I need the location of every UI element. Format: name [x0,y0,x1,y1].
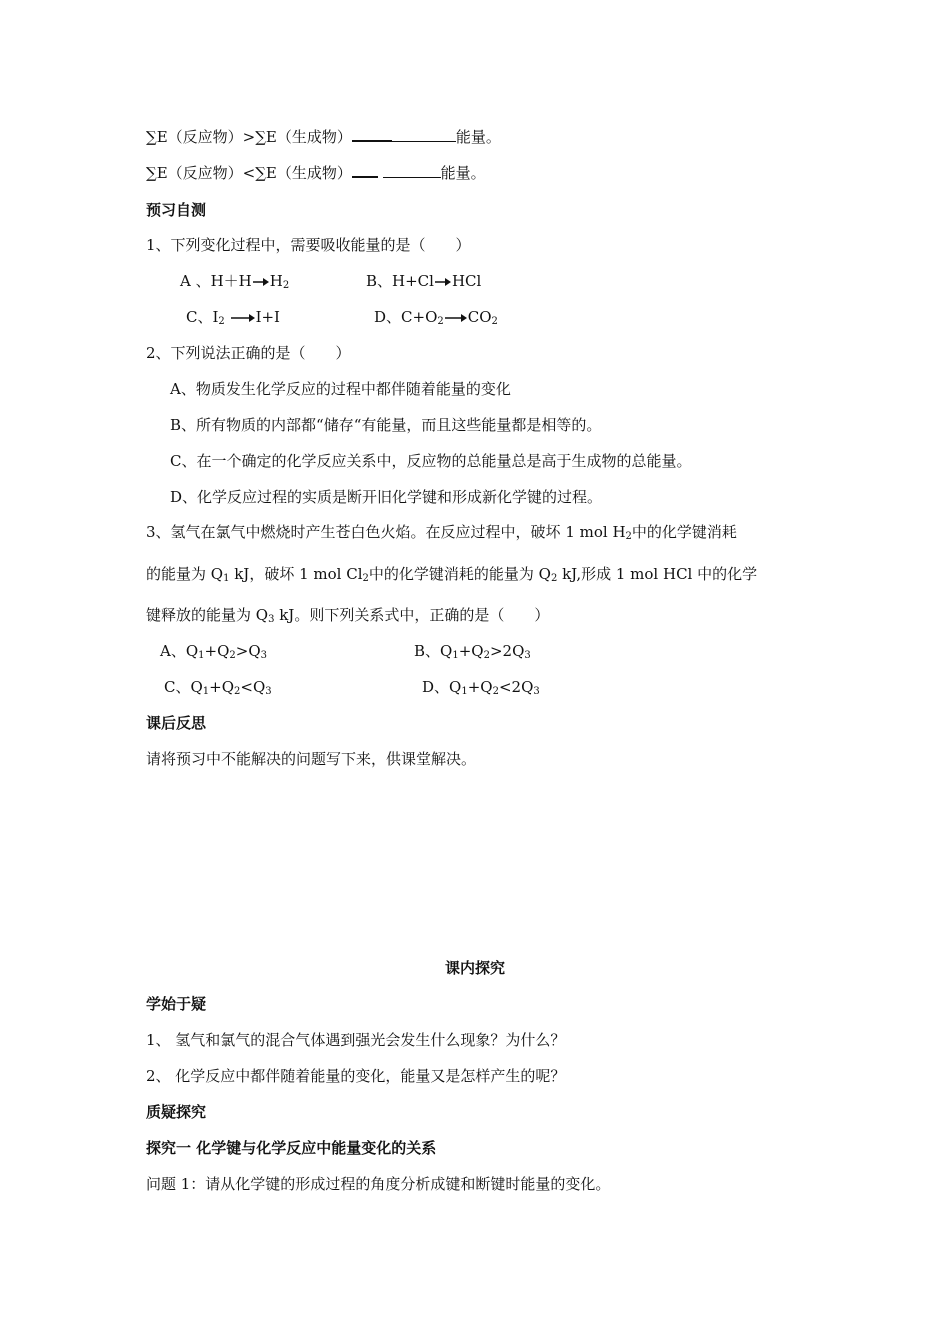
option-label: A、Q [160,642,199,660]
energy-line-2 [146,163,486,183]
q2-option-b[interactable]: B、所有物质的内部都“储存“有能量，而且这些能量都是相等的。 [170,416,602,434]
q1-option-d[interactable] [374,307,498,327]
q2-option-a[interactable]: A、物质发生化学反应的过程中都伴随着能量的变化 [170,380,511,398]
q1-option-a[interactable] [180,271,289,291]
reaction-arrow-icon [253,277,269,287]
inclass-item-2: 2、 化学反应中都伴随着能量的变化，能量又是怎样产生的呢？ [146,1067,566,1085]
q3-text: 中的化学键消耗的能量为 Q [368,565,551,583]
heading-preview-test: 预习自测 [146,201,207,219]
energy-line-1 [146,127,501,147]
subscript: 1 [223,573,230,584]
q3-text: 的能量为 Q [146,565,224,583]
option-plus: +Q [458,642,484,660]
fill-blank-2[interactable] [383,163,441,178]
q1-option-a-product: H [269,272,283,290]
fill-blank-1[interactable] [392,127,456,142]
inclass-item-1: 1、 氢气和氯气的混合气体遇到强光会发生什么现象？为什么？ [146,1031,566,1049]
subscript: 2 [234,686,241,697]
heading-reflection: 课后反思 [146,714,207,732]
subscript: 2 [483,650,490,661]
subscript: 2 [437,316,444,327]
heading-doubt: 学始于疑 [146,995,207,1013]
q1-option-b[interactable] [366,271,481,291]
question-3-line-2 [146,564,757,584]
subscript: 2 [229,650,236,661]
q3-option-c[interactable] [164,677,272,697]
subscript: 2 [492,686,499,697]
q3-text: 3、氢气在氯气中燃烧时产生苍白色火焰。在反应过程中，破坏 1 mol H [146,523,626,541]
question-1-stem: 1、下列变化过程中，需要吸收能量的是（ ） [146,236,471,254]
q1-option-c[interactable] [186,307,280,327]
subscript: 3 [265,686,272,697]
subscript: 1 [198,650,205,661]
option-relation: <2Q [498,678,534,696]
heading-inquiry: 质疑探究 [146,1103,207,1121]
reaction-arrow-icon [231,313,255,323]
q1-option-d-text: D、C+O [374,308,438,326]
q3-text: kJ,形成 1 mol HCl 中的化学 [557,565,758,583]
subscript: 1 [461,686,468,697]
dash-mark [352,167,378,178]
option-label: C、Q [164,678,203,696]
energy-line-1-tail: 能量。 [455,128,501,146]
q1-option-a-text: A 、H＋H [180,272,252,290]
energy-line-2-lhs: ∑E（反应物）<∑E（生成物） [146,164,352,182]
q3-option-b[interactable] [414,641,531,661]
option-plus: +Q [467,678,493,696]
q1-option-c-text: C、I [186,308,219,326]
option-plus: +Q [209,678,235,696]
reaction-arrow-icon [445,313,467,323]
q3-option-a[interactable] [160,641,267,661]
subscript: 2 [625,531,632,542]
q3-option-d[interactable] [422,677,540,697]
q1-option-d-product: CO [467,308,492,326]
q1-option-b-text: B、H+Cl [366,272,434,290]
subscript: 3 [268,614,275,625]
q2-option-c[interactable]: C、在一个确定的化学反应关系中，反应物的总能量总是高于生成物的总能量。 [170,452,692,470]
option-relation: <Q [240,678,266,696]
section-title-inclass: 课内探究 [444,959,505,977]
energy-line-1-lhs: ∑E（反应物）>∑E（生成物） [146,128,352,146]
q3-text: 中的化学键消耗 [631,523,737,541]
option-relation: >2Q [489,642,525,660]
subscript: 2 [362,573,369,584]
q1-option-c-product: I+I [255,308,280,326]
subscript: 2 [218,316,225,327]
reaction-arrow-icon [435,277,451,287]
option-relation: >Q [235,642,261,660]
subscript: 3 [533,686,540,697]
subscript: 3 [260,650,268,661]
energy-line-2-tail: 能量。 [440,164,486,182]
question-3-line-1 [146,522,737,542]
subscript: 2 [550,573,558,584]
heading-exploration-1: 探究一 化学键与化学反应中能量变化的关系 [146,1139,437,1157]
subscript: 1 [452,650,459,661]
subscript: 2 [282,280,290,291]
option-label: B、Q [414,642,453,660]
q2-option-d[interactable]: D、化学反应过程的实质是断开旧化学键和形成新化学键的过程。 [170,488,603,506]
problem-1: 问题 1：请从化学键的形成过程的角度分析成键和断键时能量的变化。 [146,1175,611,1193]
question-3-line-3 [146,605,549,625]
q3-text: kJ，破坏 1 mol Cl [229,565,363,583]
option-plus: +Q [204,642,230,660]
reflection-text: 请将预习中不能解决的问题写下来，供课堂解决。 [146,750,477,768]
option-label: D、Q [422,678,462,696]
q1-option-b-product: HCl [451,272,482,290]
question-2-stem: 2、下列说法正确的是（ ） [146,344,351,362]
q3-text: kJ。则下列关系式中，正确的是（ ） [274,606,550,624]
subscript: 3 [524,650,531,661]
subscript: 1 [202,686,210,697]
subscript: 2 [491,316,498,327]
dash-mark [352,131,392,142]
q3-text: 键释放的能量为 Q [146,606,269,624]
